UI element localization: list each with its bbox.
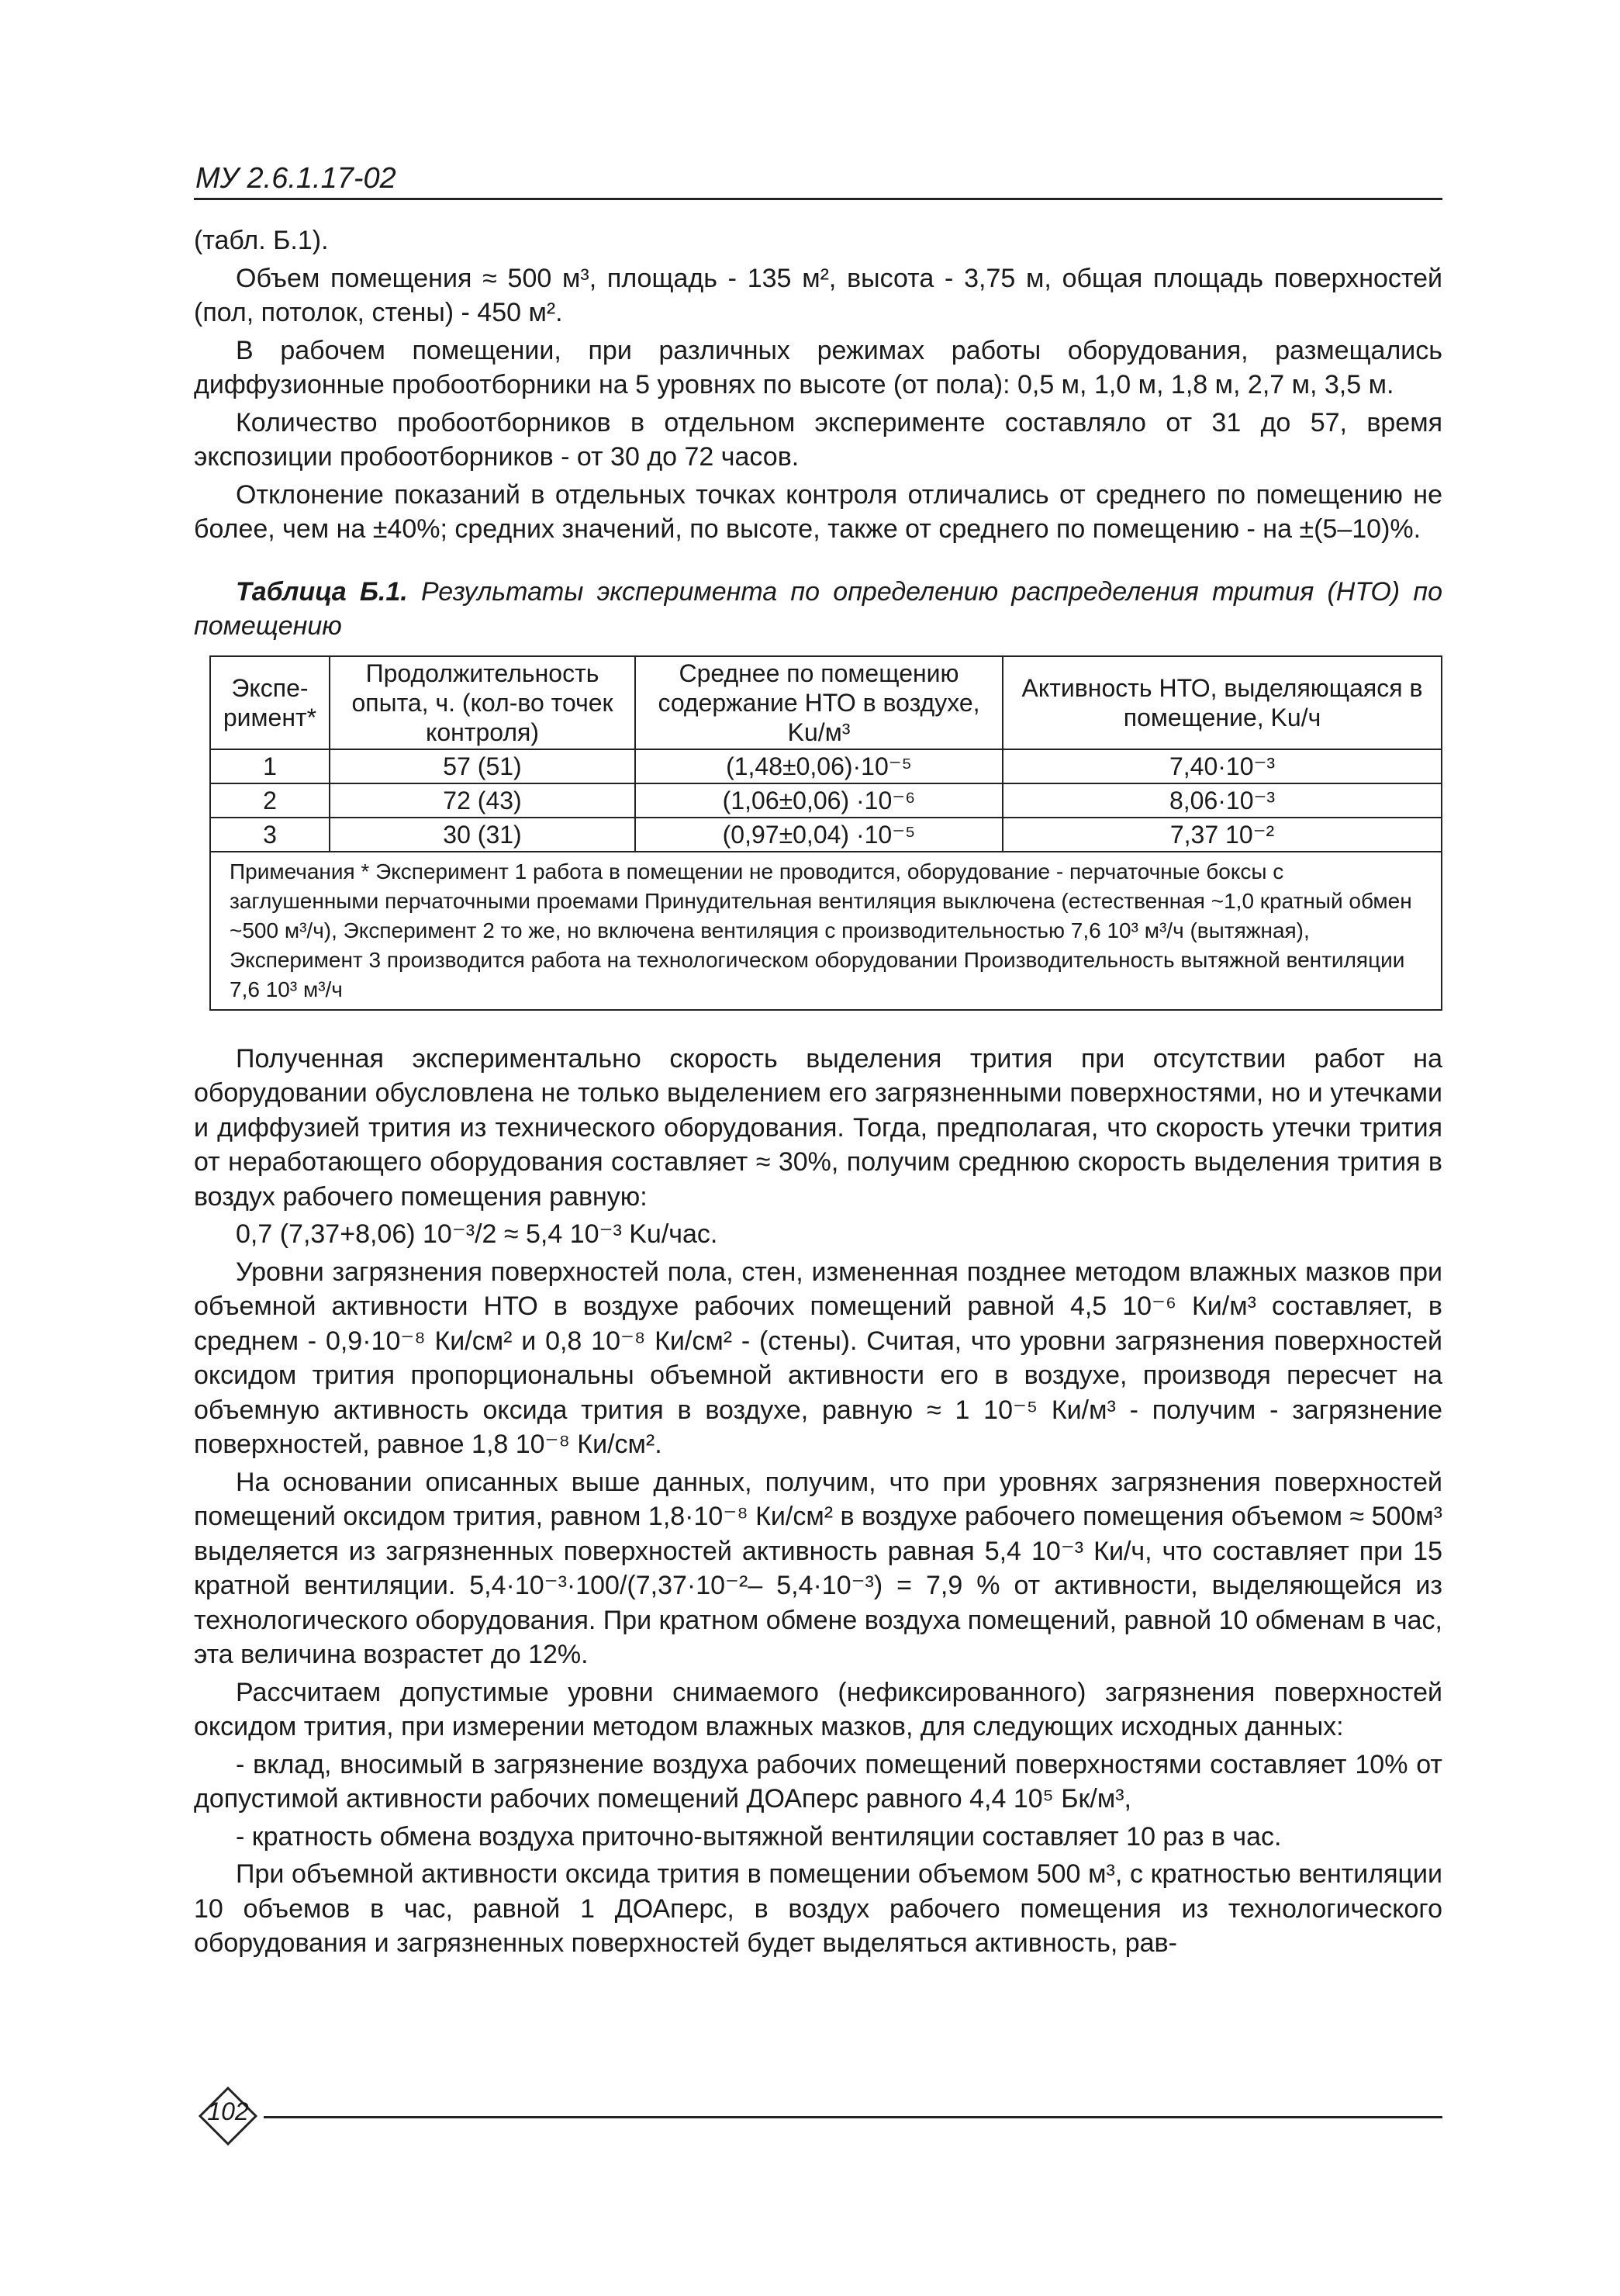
table-row (210, 749, 1442, 783)
document-code: МУ 2.6.1.17-02 (195, 162, 396, 195)
paragraph: Полученная экспериментально скорость выделения трития при отсутствии работ на оборудовании обусловлена не только выделением его загрязненными поверхностями, но и утечками и диффузией трития из технического оборудования. Тогда, предполагая, что скорость утечки трития от неработающего оборудования составляет ≈ 30%, получим среднюю скорость выделения трития в воздух рабочего помещения равную: (194, 1043, 1442, 1212)
table-cell: 1 (210, 749, 330, 783)
paragraph: Уровни загрязнения поверхностей пола, стен, измененная позднее методом влажных мазков при объемной активности НТО в воздухе рабочих помещений равной 4,5 10⁻⁶ Ки/м³ составляет, в среднем - 0,9·10⁻⁸ Ки/см² и 0,8 10⁻⁸ Ки/см² - (стены). Считая, что уровни загрязнения поверхностей оксидом трития пропорциональны объемной активности его в воздухе, производя пересчет на объемную активность оксида трития в воздухе, равную ≈ 1 10⁻⁵ Ки/м³ - получим - загрязнение поверхностей, равное 1,8 10⁻⁸ Ки/см². (194, 1257, 1442, 1459)
list-item: - вклад, вносимый в загрязнение воздуха рабочих помещений поверхностями составляет 10% от допустимой активности рабочих помещений ДОАперс равного 4,4 10⁵ Бк/м³, (194, 1749, 1442, 1814)
formula-line: 0,7 (7,37+8,06) 10⁻³/2 ≈ 5,4 10⁻³ Ku/час. (236, 1219, 718, 1249)
table-cell: 30 (31) (330, 818, 635, 852)
header-cell: Активность НТО, выделяющаяся в помещение, Ku/ч (1003, 656, 1442, 749)
table-caption-label: Таблица Б.1. (236, 576, 408, 607)
paragraph: Отклонение показаний в отдельных точках контроля отличались от среднего по помещению не более, чем на ±40%; средних значений, по высоте, также от среднего по помещению - на ±(5–10)%. (194, 479, 1442, 544)
paragraph: На основании описанных выше данных, получим, что при уровнях загрязнения поверхностей помещений оксидом трития, равном 1,8·10⁻⁸ Ки/см² в воздухе рабочего помещения объемом ≈ 500м³ выделяется из загрязненных поверхностей активность равная 5,4 10⁻³ Ки/ч, что составляет при 15 кратной вентиляции. 5,4·10⁻³·100/(7,37·10⁻²– 5,4·10⁻³) = 7,9 % от активности, выделяющейся из технологического оборудования. При кратном обмене воздуха помещений, равной 10 обменам в час, эта величина возрастет до 12%. (194, 1467, 1442, 1669)
paragraph: Рассчитаем допустимые уровни снимаемого (нефиксированного) загрязнения поверхностей оксидом трития, при измерении методом влажных мазков, для следующих исходных данных: (194, 1677, 1442, 1741)
table-cell: (1,06±0,06) ·10⁻⁶ (635, 783, 1003, 818)
page-number: 102 (207, 2097, 249, 2125)
page-footer (194, 2087, 1442, 2149)
table-cell: (0,97±0,04) ·10⁻⁵ (635, 818, 1003, 852)
paragraph: Объем помещения ≈ 500 м³, площадь - 135 м², высота - 3,75 м, общая площадь поверхностей (пол, потолок, стены) - 450 м². (194, 263, 1442, 327)
table-header-row (210, 656, 1442, 749)
table-note: Примечания * Эксперимент 1 работа в помещении не проводится, оборудование - перчаточные боксы с заглушенными перчаточными проемами Принудительная вентиляция выключена (естественная ~1,0 кратный обмен ~500 м³/ч), Эксперимент 2 то же, но включена вентиляция с производительностью 7,6 10³ м³/ч (вытяжная), Эксперимент 3 производится работа на технологическом оборудовании Производительность вытяжной вентиляции 7,6 10³ м³/ч (210, 852, 1442, 1010)
paragraph: При объемной активности оксида трития в помещении объемом 500 м³, с кратностью вентиляции 10 объемов в час, равной 1 ДОАперс, в воздух рабочего помещения из технологического оборудования и загрязненных поверхностей будет выделяться активность, рав- (194, 1859, 1442, 1958)
list-item: - кратность обмена воздуха приточно-вытяжной вентиляции составляет 10 раз в час. (236, 1821, 1282, 1852)
paragraph: В рабочем помещении, при различных режимах работы оборудования, размещались диффузионные пробоотборники на 5 уровнях по высоте (от пола): 0,5 м, 1,0 м, 1,8 м, 2,7 м, 3,5 м. (194, 335, 1442, 399)
header-cell: Среднее по помещению содержание НТО в воздухе, Ku/м³ (635, 656, 1003, 749)
table-cell: 8,06·10⁻³ (1003, 783, 1442, 818)
paragraph: (табл. Б.1). (194, 226, 329, 255)
table-row (210, 783, 1442, 818)
table-caption-text: Результаты эксперимента по определению распределения трития (НТО) по помещению (194, 576, 1442, 641)
header-cell: Продолжительность опыта, ч. (кол-во точек контроля) (330, 656, 635, 749)
table-cell: 2 (210, 783, 330, 818)
table-cell: 7,37 10⁻² (1003, 818, 1442, 852)
table-cell: 57 (51) (330, 749, 635, 783)
table-caption (194, 575, 1442, 643)
table-row (210, 818, 1442, 852)
table-cell: 72 (43) (330, 783, 635, 818)
paragraph: Количество пробоотборников в отдельном эксперименте составляло от 31 до 57, время экспозиции пробоотборников - от 30 до 72 часов. (194, 407, 1442, 472)
table-cell: (1,48±0,06)·10⁻⁵ (635, 749, 1003, 783)
footer-rule (264, 2116, 1442, 2118)
page-header (194, 159, 1442, 200)
table-cell: 7,40·10⁻³ (1003, 749, 1442, 783)
results-table (209, 655, 1442, 1011)
table-note-row (210, 852, 1442, 1010)
header-cell: Экспе-римент* (210, 656, 330, 749)
page-content (194, 223, 1442, 1964)
table-cell: 3 (210, 818, 330, 852)
